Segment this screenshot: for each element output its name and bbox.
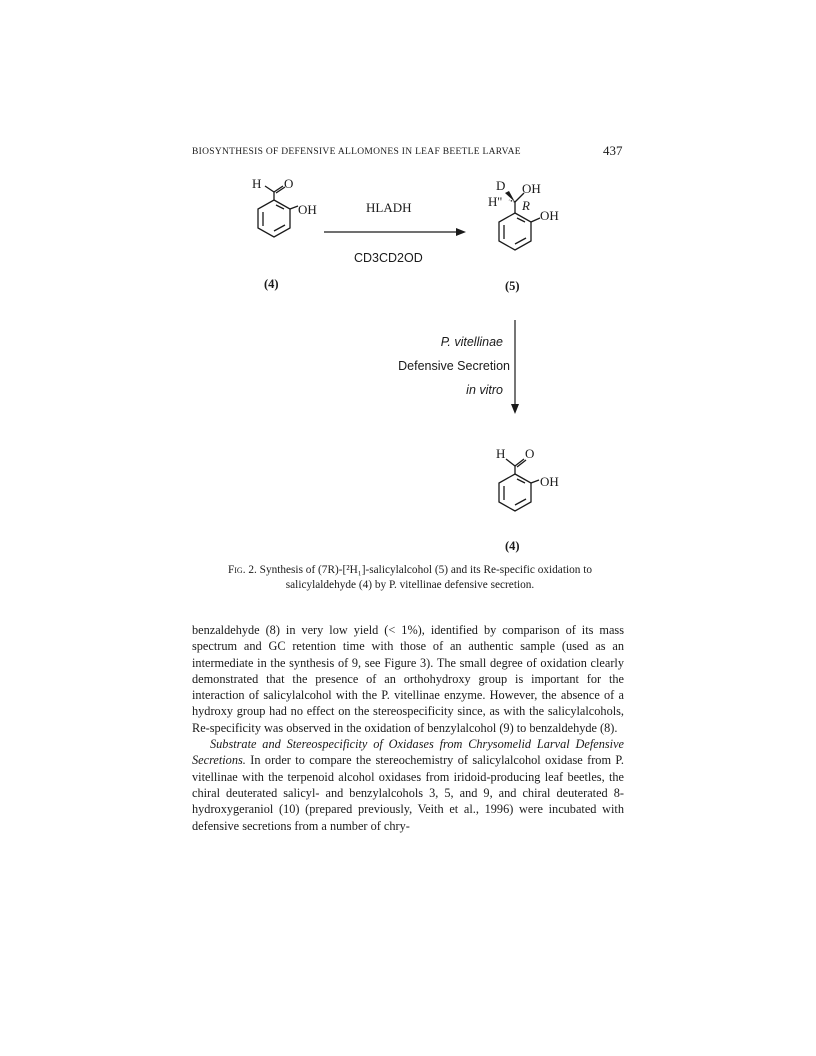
atom-oh-top: OH: [522, 181, 541, 196]
atom-oh-right: OH: [540, 208, 559, 223]
atom-d: D: [496, 178, 506, 193]
step2-in-vitro: in vitro: [466, 383, 503, 397]
atom-o-left: O: [284, 176, 294, 191]
page-number: 437: [603, 143, 623, 158]
atom-oh-left: OH: [298, 202, 317, 217]
arrowhead-2: [511, 404, 519, 414]
step2-organism: P. vitellinae: [440, 335, 503, 349]
salicylaldehyde-structure-bottom: [499, 459, 539, 511]
figure-label: Fig. 2.: [227, 564, 257, 576]
salicylalcohol-structure: [499, 193, 540, 250]
compound-label-5: (5): [505, 279, 520, 293]
figure-caption: [200, 563, 620, 593]
wedge-bond: [505, 191, 515, 202]
atom-h-hash: H'': [488, 194, 503, 209]
compound-label-4-left: (4): [264, 277, 279, 291]
reagent-hladh: HLADH: [366, 200, 412, 215]
caption-text: Synthesis of (7R)-[²H₁]-salicylalcohol (5) and its Re-specific oxidation to salicylaldehyde (4) by P. vitellinae defensive secretion.: [259, 564, 593, 591]
compound-label-4-bottom: (4): [505, 539, 520, 553]
paragraph-2-heading: Substrate and Stereospecificity of Oxidases from Chrysomelid Larval Defensive Secretions.: [192, 737, 624, 768]
step2-secretion: Defensive Secretion: [398, 359, 510, 373]
paragraph-2: [192, 736, 624, 834]
body-text: [192, 622, 624, 834]
atom-oh-bottom: OH: [540, 474, 559, 489]
arrowhead-1: [456, 228, 466, 236]
paragraph-1: benzaldehyde (8) in very low yield (< 1%), identified by comparison of its mass spectrum and GC retention time with those of an authentic sample (used as an intermediate in the synthesis of 9, see Figure 3). The small degree of oxidation clearly demonstrated that the presence of an orthohydroxy group is important for the interaction of salicylalcohol with the P. vitellinae enzyme. However, the absence of a hydroxy group had no effect on the stereospecificity since, as with the salicylalcohols, Re-specificity was observed in the oxidation of benzylalcohol (9) to benzaldehyde (8).: [192, 623, 624, 735]
paragraph-2-text: In order to compare the stereochemistry of salicylalcohol oxidase from P. vitellinae with the terpenoid alcohol oxidases from iridoid-producing leaf beetles, the chiral deuterated salicyl- and benzylalcohols 3, 5, and 9, and chiral deuterated 8-hydroxygeraniol (10) (prepared previously, Veith et al., 1996) were incubated with defensive secretions from a number of chry-: [192, 753, 624, 833]
atom-h-left: H: [252, 176, 262, 191]
running-head: BIOSYNTHESIS OF DEFENSIVE ALLOMONES IN LEAF BEETLE LARVAE: [192, 147, 521, 157]
atom-h-bottom: H: [496, 446, 506, 461]
stereo-r-label: R: [522, 198, 530, 213]
reagent-cd3cd2od: CD3CD2OD: [354, 251, 423, 265]
atom-o-bottom: O: [525, 446, 535, 461]
salicylaldehyde-structure-left: [258, 186, 298, 237]
